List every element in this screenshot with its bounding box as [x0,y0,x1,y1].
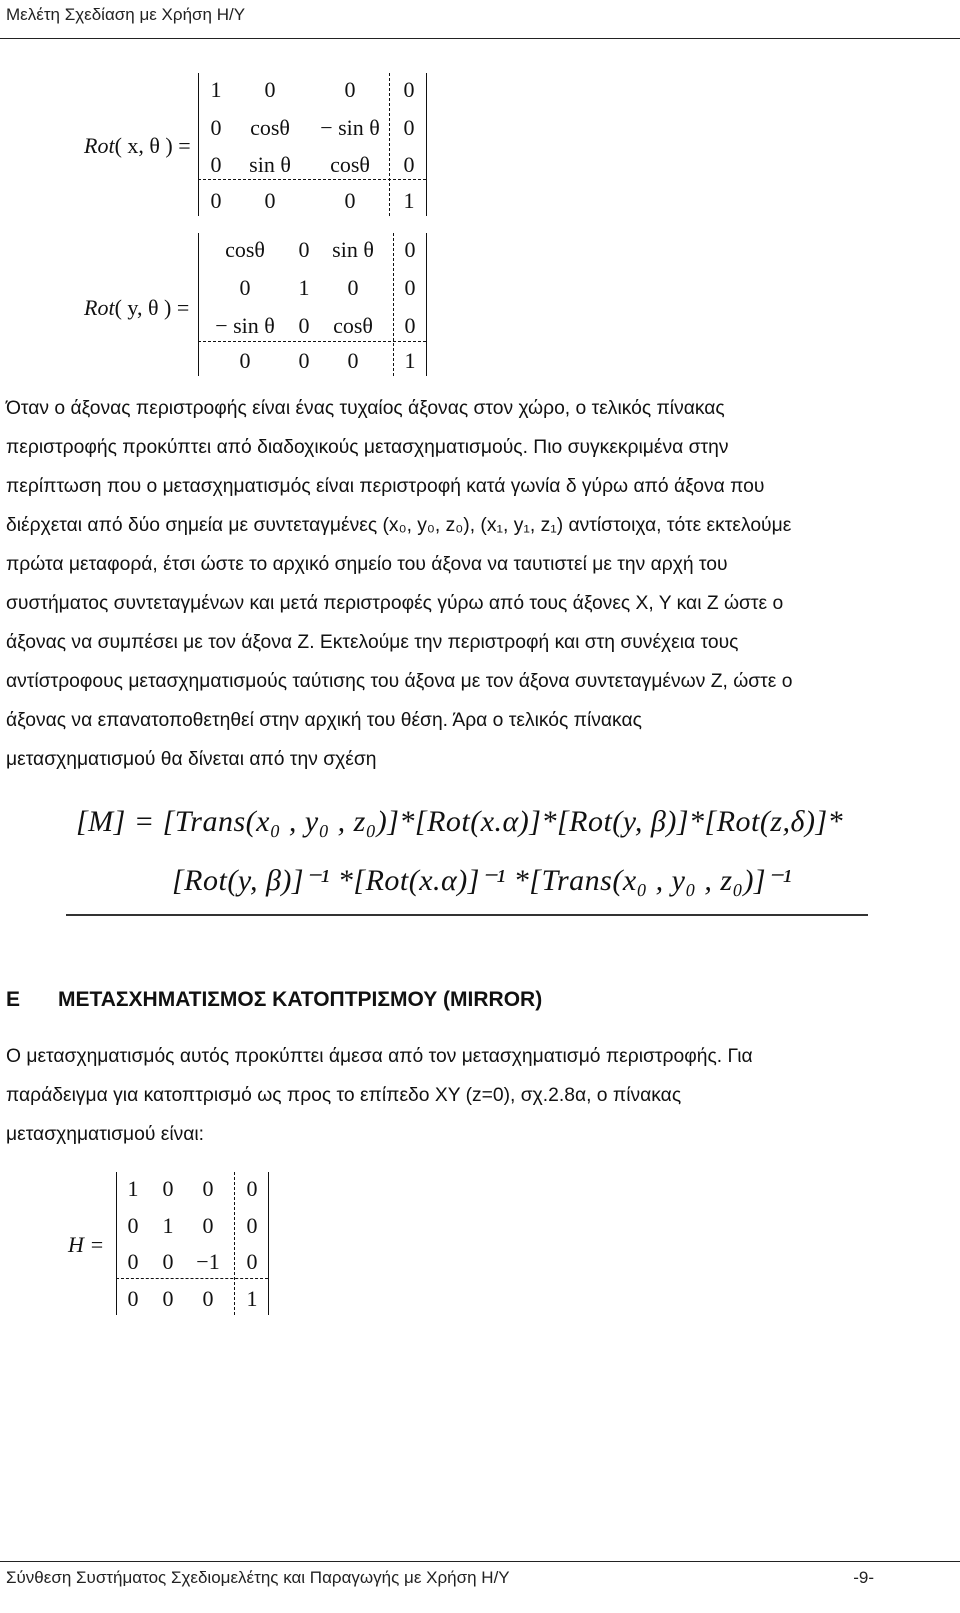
h-left-bracket [116,1172,117,1315]
rotx-left-bracket [198,73,199,216]
rotx-cell: 1 [403,188,415,213]
paragraph-line: άξονας να επανατοποθετηθεί στην αρχική του θέση. Άρα ο τελικός πίνακας [6,710,642,731]
roty-left-bracket [198,233,199,376]
formula-underline [66,914,868,916]
h-right-bracket [268,1172,269,1315]
roty-column-divider [393,233,394,376]
running-footer: Σύνθεση Συστήματος Σχεδιομελέτης και Παραγωγής με Χρήση Η/Υ [6,1568,510,1587]
paragraph-line: αντίστροφους μετασχηματισμούς ταύτισης του άξονα με τον άξονα συντεταγμένων Z, ώστε ο [6,671,793,692]
roty-cell: cosθ [225,237,265,262]
roty-cell: 1 [298,275,310,300]
rotx-cell: cosθ [250,115,290,140]
rotx-column-divider [389,73,390,216]
paragraph-line: μετασχηματισμού είναι: [6,1124,205,1145]
paragraph-line: διέρχεται από δύο σημεία με συντεταγμένες (x₀, y₀, z₀), (x₁, y₁, z₁) αντίστοιχα, τότε εκτελούμε [6,515,792,536]
h-cell: 0 [162,1286,174,1311]
roty-right-bracket [426,233,427,376]
roty-cell: 0 [404,237,416,262]
rotx-cell: 0 [210,188,222,213]
h-cell: −1 [196,1249,220,1274]
roty-row-divider [198,341,426,342]
h-cell: 0 [162,1249,174,1274]
h-column-divider [234,1172,235,1315]
h-cell: 0 [246,1249,258,1274]
paragraph-line: Όταν ο άξονας περιστροφής είναι ένας τυχαίος άξονας στον χώρο, ο τελικός πίνακας [6,398,725,419]
rotx-cell: 0 [403,77,415,102]
roty-cell: sin θ [332,237,374,262]
h-cell: 0 [202,1176,214,1201]
paragraph-line: άξονας να συμπέσει με τον άξονα Z. Εκτελούμε την περιστροφή και στη συνέχεια τους [6,632,739,653]
roty-cell: 0 [347,348,359,373]
rotx-cell: 0 [344,188,356,213]
paragraph-line: συστήματος συντεταγμένων και μετά περιστροφές γύρω από τους άξονες X, Y και Z ώστε ο [6,593,784,614]
h-cell: 0 [127,1249,139,1274]
rotx-cell: 0 [264,77,276,102]
footer-rule [0,1561,960,1562]
h-cell: 0 [202,1213,214,1238]
rotx-cell: 0 [403,115,415,140]
roty-label-main: Rot [84,295,115,320]
roty-cell: cosθ [333,313,373,338]
section-letter: Ε [6,988,21,1011]
page-number: -9- [853,1568,874,1587]
rotx-right-bracket [426,73,427,216]
paragraph-line: μετασχηματισμού θα δίνεται από την σχέση [6,749,377,770]
rotx-cell: 0 [264,188,276,213]
roty-cell: 1 [404,348,416,373]
h-label: H = [68,1232,105,1257]
paragraph-line: περίπτωση που ο μετασχηματισμός είναι περιστροφή κατά γωνία δ γύρω από άξονα που [6,476,765,497]
formula-line-2: [Rot(y, β)]⁻¹ *[Rot(x.α)]⁻¹ *[Trans(x₀ , y₀ , z₀)]⁻¹ [172,864,792,897]
paragraph-mirror [6,1037,951,1154]
h-cell: 1 [246,1286,258,1311]
section-heading [6,988,542,1012]
rotx-cell: cosθ [330,152,370,177]
roty-matrix [198,233,438,378]
rotx-cell: 0 [344,77,356,102]
running-header: Μελέτη Σχεδίαση με Χρήση Η/Υ [6,5,246,24]
rotx-label-args: ( x, θ ) = [114,133,191,158]
rotx-matrix [198,73,438,218]
paragraph-arbitrary-axis [6,389,951,779]
roty-label [84,295,189,321]
roty-label-args: ( y, θ ) = [114,295,190,320]
rotx-cell: − sin θ [320,115,380,140]
rotx-cell: 1 [210,77,222,102]
roty-cell: 0 [239,348,251,373]
rotx-label-main: Rot [84,133,115,158]
paragraph-line: παράδειγμα για κατοπτρισμό ως προς το επίπεδο XY (z=0), σχ.2.8α, ο πίνακας [6,1085,682,1106]
h-cell: 0 [162,1176,174,1201]
paragraph-line: περιστροφής προκύπτει από διαδοχικούς μετασχηματισμούς. Πιο συγκεκριμένα στην [6,437,729,458]
roty-cell: 0 [298,348,310,373]
h-matrix [116,1172,276,1317]
h-cell: 0 [127,1213,139,1238]
roty-cell: 0 [298,237,310,262]
roty-cell: 0 [298,313,310,338]
roty-cell: 0 [239,275,251,300]
h-row-divider [116,1278,268,1279]
h-cell: 0 [246,1213,258,1238]
paragraph-line: πρώτα μεταφορά, έτσι ώστε το αρχικό σημείο του άξονα να ταυτιστεί με την αρχή του [6,554,728,575]
rotx-row-divider [198,179,426,180]
h-cell: 1 [127,1176,139,1201]
header-rule [0,38,960,39]
paragraph-line: Ο μετασχηματισμός αυτός προκύπτει άμεσα από τον μετασχηματισμό περιστροφής. Για [6,1046,753,1067]
rotx-cell: 0 [210,115,222,140]
formula-line-1: [M] = [Trans(x₀ , y₀ , z₀)]*[Rot(x.α)]*[Rot(y, β)]*[Rot(z,δ)]* [76,805,844,838]
h-cell: 0 [127,1286,139,1311]
roty-cell: 0 [404,275,416,300]
rotx-cell: 0 [403,152,415,177]
rotx-label [84,133,191,159]
roty-cell: − sin θ [215,313,275,338]
section-title: ΜΕΤΑΣΧΗΜΑΤΙΣΜΟΣ ΚΑΤΟΠΤΡΙΣΜΟΥ (MIRROR) [58,988,543,1011]
h-cell: 1 [162,1213,174,1238]
composite-formula [66,803,866,915]
roty-cell: 0 [347,275,359,300]
roty-cell: 0 [404,313,416,338]
h-cell: 0 [246,1176,258,1201]
rotx-cell: sin θ [249,152,291,177]
h-cell: 0 [202,1286,214,1311]
rotx-cell: 0 [210,152,222,177]
